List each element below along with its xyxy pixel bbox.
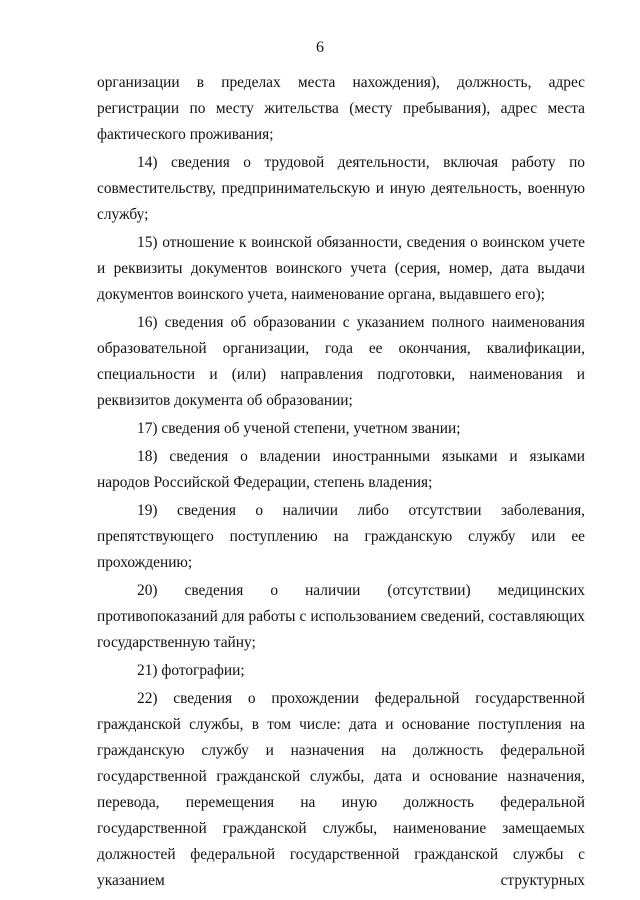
list-item-22: 22) сведения о прохождении федеральной государственной гражданской службы, в том числе: дата и основание поступления на гражданскую службу и назначения на должность федеральной государственной гражданской службы, дата и основание назначения, перевода, перемещения на иную должность федеральной государственной гражданской службы, наименование замещаемых должностей федеральной государственной гражданской службы с указанием структурных [97,690,585,889]
list-item-20: 20) сведения о наличии (отсутствии) медицинских противопоказаний для работы с использованием сведений, составляющих государственную тайну; [97,582,585,651]
document-body [97,70,585,894]
list-item-21: 21) фотографии; [137,662,245,679]
list-item-19: 19) сведения о наличии либо отсутствии заболевания, препятствующего поступлению на гражданскую службу или ее прохождению; [97,502,585,571]
list-item-16: 16) сведения об образовании с указанием полного наименования образовательной организации, года ее окончания, квалификации, специальности и (или) направления подготовки, наименования и реквизитов документа об образовании; [97,314,585,409]
page-number: 6 [316,39,324,56]
paragraph-continuation: организации в пределах места нахождения), должность, адрес регистрации по месту жительства (месту пребывания), адрес места фактического проживания; [97,74,585,143]
list-item-17: 17) сведения об ученой степени, учетном звании; [137,420,461,437]
list-item-18: 18) сведения о владении иностранными языками и языками народов Российской Федерации, степень владения; [97,448,585,491]
list-item-14: 14) сведения о трудовой деятельности, включая работу по совместительству, предпринимательскую и иную деятельность, военную службу; [97,154,585,223]
list-item-15: 15) отношение к воинской обязанности, сведения о воинском учете и реквизиты документов воинского учета (серия, номер, дата выдачи документов воинского учета, наименование органа, выдавшего его); [97,234,585,303]
